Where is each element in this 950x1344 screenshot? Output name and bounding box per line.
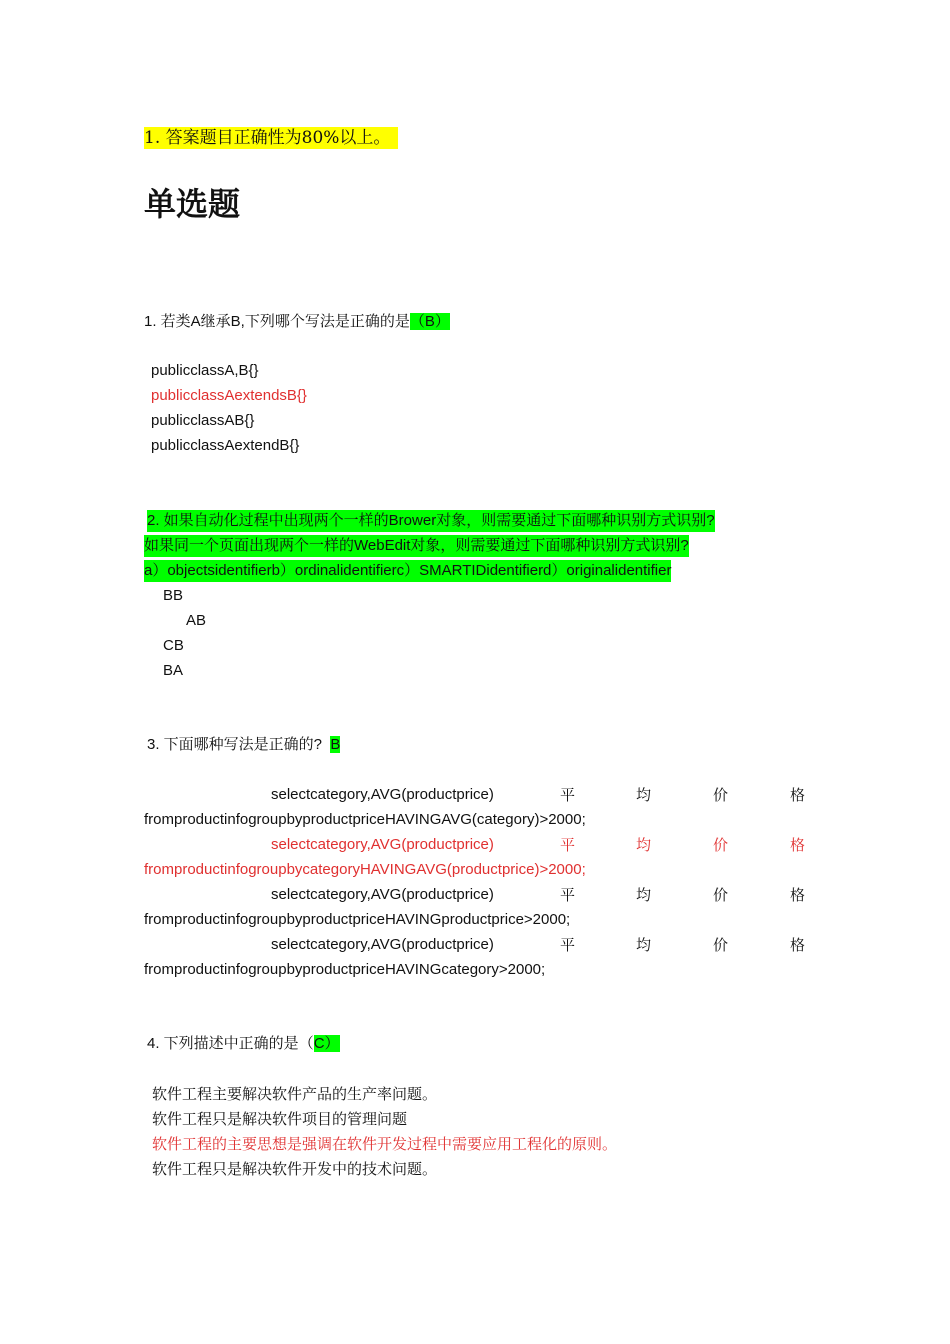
q3-option-c-line-2: fromproductinfogroupbyproductpriceHAVINGproductprice>2000; <box>144 911 571 928</box>
question-1-text: 1. 若类A继承B,下列哪个写法是正确的是 <box>144 313 410 330</box>
sql-char: 价 <box>713 786 729 804</box>
q1-option-d: publicclassAextendB{} <box>151 437 300 454</box>
q2-answer-4: BA <box>163 662 184 679</box>
q4-option-a: 软件工程主要解决软件产品的生产率问题。 <box>152 1085 438 1103</box>
question-3-text: 3. 下面哪种写法是正确的? <box>147 736 323 753</box>
sql-char: 均 <box>636 936 652 954</box>
question-2-line-3: a）objectsidentifierb）ordinalidentifierc）SMARTIDidentifierd）originalidentifier <box>144 560 671 582</box>
q3-option-b-line-2: fromproductinfogroupbycategoryHAVINGAVG(productprice)>2000; <box>144 861 586 878</box>
q4-option-b: 软件工程只是解决软件项目的管理问题 <box>152 1110 408 1128</box>
q2-answer-3: CB <box>163 637 184 654</box>
question-3-answer: B <box>330 736 341 753</box>
question-4-answer: C <box>313 1035 325 1052</box>
sql-select: selectcategory,AVG(productprice) <box>271 786 494 803</box>
section-title: 单选题 <box>144 185 241 223</box>
question-3 <box>147 734 340 756</box>
q2-answer-2: AB <box>186 612 207 629</box>
q4-option-c: 软件工程的主要思想是强调在软件开发过程中需要应用工程化的原则。 <box>152 1135 618 1153</box>
q1-option-c: publicclassAB{} <box>151 412 255 429</box>
sql-char: 价 <box>713 886 729 904</box>
q1-option-b: publicclassAextendsB{} <box>151 387 307 404</box>
sql-char: 平 <box>560 836 576 854</box>
sql-char: 均 <box>636 786 652 804</box>
q3-option-a-line-1 <box>0 784 950 806</box>
sql-select: selectcategory,AVG(productprice) <box>271 886 494 903</box>
q3-option-d-line-2: fromproductinfogroupbyproductpriceHAVINGcategory>2000; <box>144 961 546 978</box>
q3-option-d-line-1 <box>0 934 950 956</box>
q4-option-d: 软件工程只是解决软件开发中的技术问题。 <box>152 1160 438 1178</box>
question-4-paren-close: ） <box>324 1035 340 1052</box>
question-4 <box>147 1033 340 1055</box>
q3-option-b-line-1 <box>0 834 950 856</box>
question-2-line-1: 2. 如果自动化过程中出现两个一样的Brower对象，则需要通过下面哪种识别方式识别? <box>147 510 715 532</box>
sql-char: 价 <box>713 836 729 854</box>
sql-char: 价 <box>713 936 729 954</box>
sql-select: selectcategory,AVG(productprice) <box>271 936 494 953</box>
q2-answer-1: BB <box>163 587 184 604</box>
question-1 <box>144 311 450 333</box>
sql-char: 格 <box>790 936 806 954</box>
q1-option-a: publicclassA,B{} <box>151 362 259 379</box>
sql-char: 平 <box>560 886 576 904</box>
sql-select: selectcategory,AVG(productprice) <box>271 836 494 853</box>
question-4-paren-open: （ <box>298 1035 314 1052</box>
sql-char: 平 <box>560 786 576 804</box>
sql-char: 格 <box>790 836 806 854</box>
question-1-answer: （B） <box>409 313 450 330</box>
q3-option-c-line-1 <box>0 884 950 906</box>
sql-char: 均 <box>636 836 652 854</box>
question-4-text: 4. 下列描述中正确的是 <box>147 1035 299 1052</box>
intro-note: 1. 答案题目正确性为80%以上。 <box>144 127 398 149</box>
sql-char: 格 <box>790 786 806 804</box>
question-2-line-2: 如果同一个页面出现两个一样的WebEdit对象，则需要通过下面哪种识别方式识别? <box>144 535 689 557</box>
q3-option-a-line-2: fromproductinfogroupbyproductpriceHAVINGAVG(category)>2000; <box>144 811 586 828</box>
sql-char: 均 <box>636 886 652 904</box>
sql-char: 格 <box>790 886 806 904</box>
sql-char: 平 <box>560 936 576 954</box>
